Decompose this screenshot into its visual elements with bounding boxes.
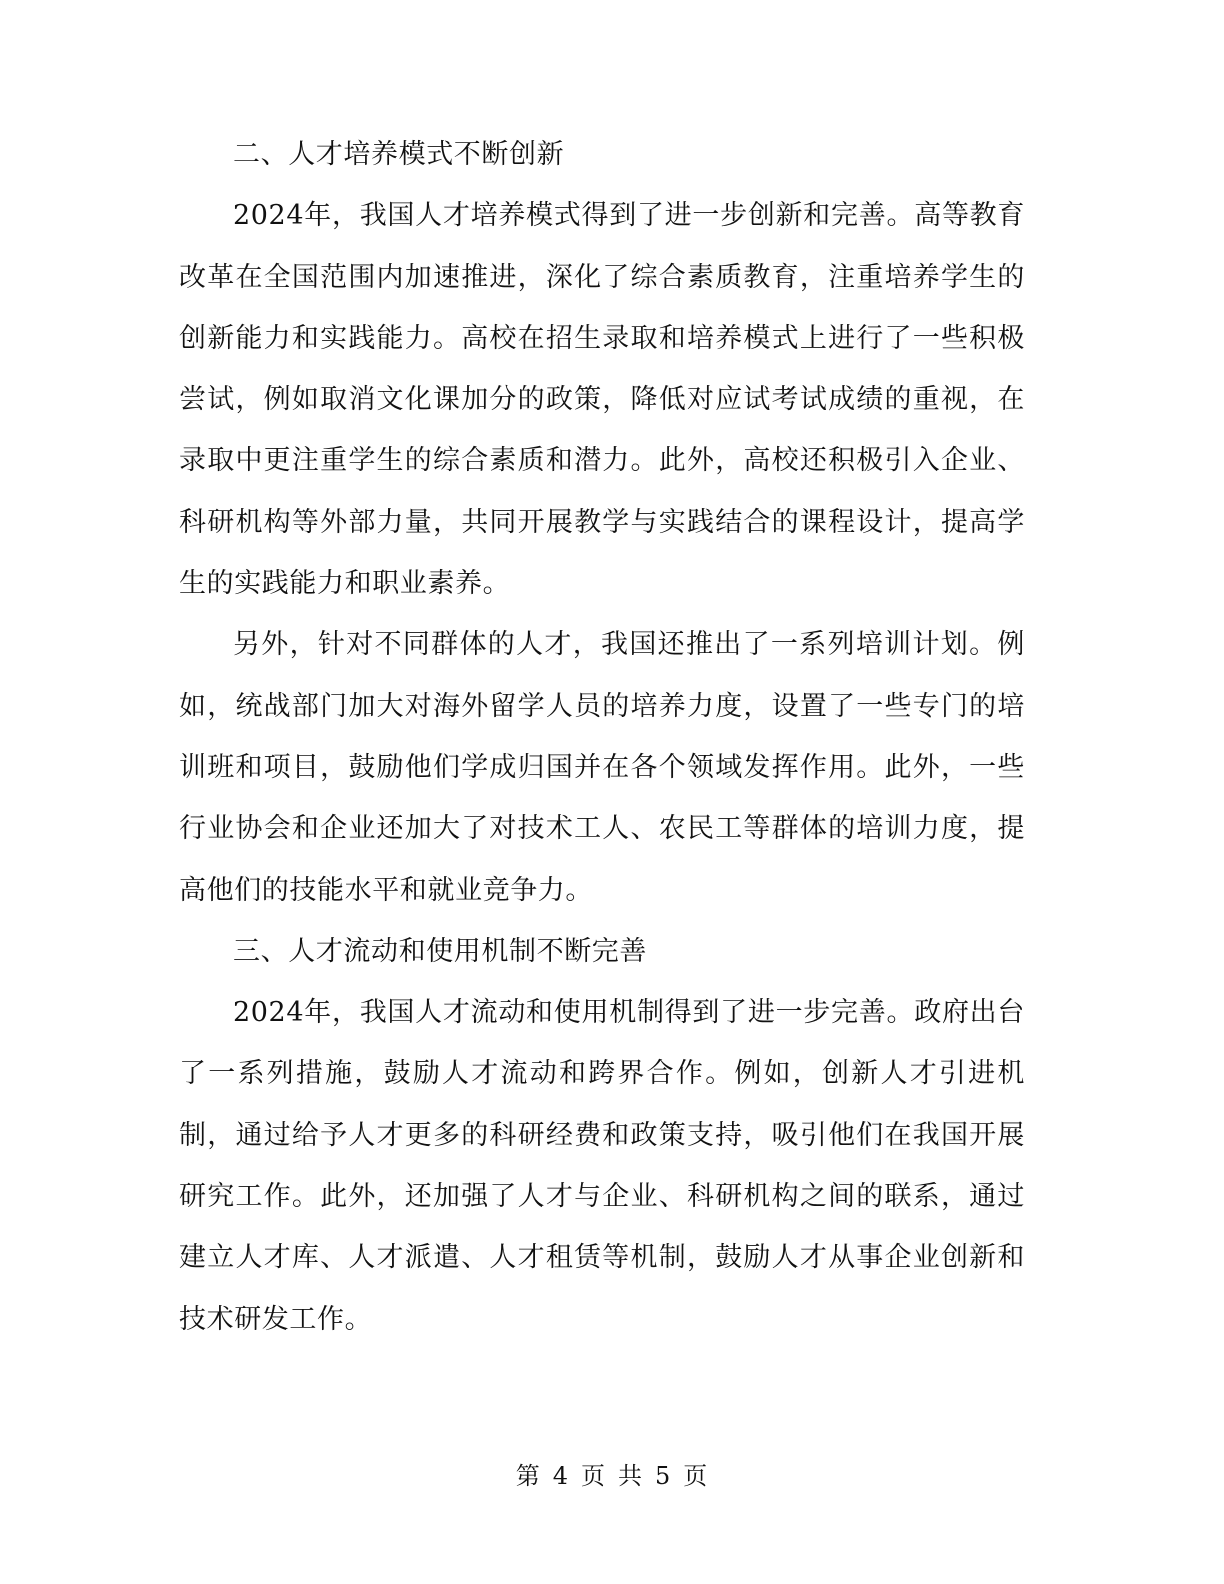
footer-current-page: 4 — [552, 1462, 569, 1490]
document-body — [179, 124, 1025, 1350]
page-footer — [0, 1460, 1224, 1492]
footer-suffix: 页 — [683, 1462, 709, 1490]
footer-total-prefix: 共 — [618, 1462, 643, 1490]
section-heading-talent-training: 二、人才培养模式不断创新 — [233, 139, 565, 170]
section-heading-talent-mobility: 三、人才流动和使用机制不断完善 — [233, 935, 647, 967]
footer-prefix: 第 — [515, 1462, 541, 1490]
paragraph-training-programs: 另外，针对不同群体的人才，我国还推出了一系列培训计划。例如，统战部门加大对海外留学人员的培养力度，设置了一些专门的培训班和项目，鼓励他们学成归国并在各个领域发挥作用。此外，一些行业协会和企业还加大了对技术工人、农民工等群体的培训力度，提高他们的技能水平和就业竞争力。 — [179, 629, 1025, 906]
footer-total-pages: 5 — [655, 1462, 672, 1490]
footer-page-word: 页 — [581, 1462, 606, 1490]
paragraph-talent-mobility-2024: 2024年，我国人才流动和使用机制得到了进一步完善。政府出台了一系列措施，鼓励人才流动和跨界合作。例如，创新人才引进机制，通过给予人才更多的科研经费和政策支持，吸引他们在我国开展研究工作。此外，还加强了人才与企业、科研机构之间的联系，通过建立人才库、人才派遣、人才租赁等机制，鼓励人才从事企业创新和技术研发工作。 — [179, 997, 1025, 1335]
paragraph-talent-training-2024: 2024年，我国人才培养模式得到了进一步创新和完善。高等教育改革在全国范围内加速推进，深化了综合素质教育，注重培养学生的创新能力和实践能力。高校在招生录取和培养模式上进行了一些积极尝试，例如取消文化课加分的政策，降低对应试考试成绩的重视，在录取中更注重学生的综合素质和潜力。此外，高校还积极引入企业、科研机构等外部力量，共同开展教学与实践结合的课程设计，提高学生的实践能力和职业素养。 — [179, 200, 1025, 600]
